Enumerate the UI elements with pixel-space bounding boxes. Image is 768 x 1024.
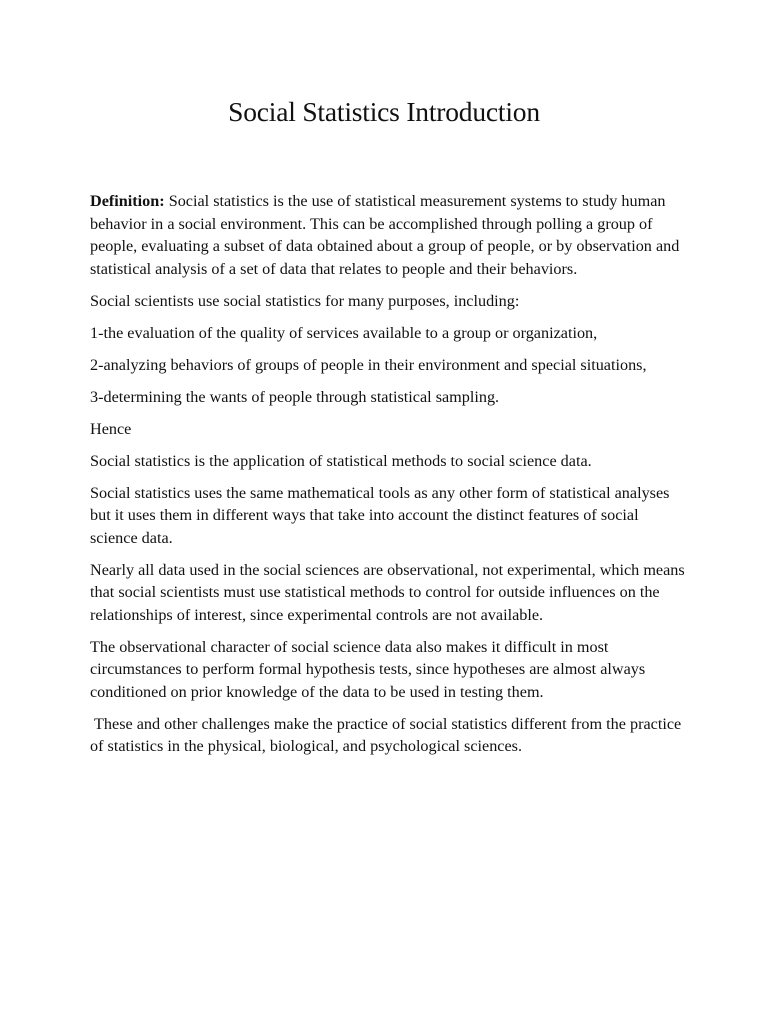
purpose-item-3: 3-determining the wants of people through statistical sampling. bbox=[90, 387, 500, 406]
document-body bbox=[90, 190, 690, 767]
document-title: Social Statistics Introduction bbox=[228, 96, 540, 127]
definition-label: Definition: bbox=[90, 192, 165, 210]
purposes-intro: Social scientists use social statistics for many purposes, including: bbox=[90, 291, 520, 310]
definition-paragraph bbox=[90, 190, 690, 280]
purpose-item-1: 1-the evaluation of the quality of services available to a group or organization, bbox=[90, 323, 598, 342]
hence-line: Hence bbox=[90, 419, 132, 438]
definition-text: Social statistics is the use of statistical measurement systems to study human behavior in a social environment. This can be accomplished through polling a group of people, evaluating a subset of data obtained about a group of people, or by observation and statistical analysis of a set of data that relates to people and their behaviors. bbox=[90, 192, 680, 278]
body-paragraph: Social statistics is the application of statistical methods to social science data. bbox=[90, 451, 592, 470]
body-paragraph: The observational character of social science data also makes it difficult in most circumstances to perform formal hypothesis tests, since hypotheses are almost always conditioned on prior knowledge of the data to be used in testing them. bbox=[90, 637, 646, 701]
closing-paragraph: These and other challenges make the practice of social statistics different from the practice of statistics in the physical, biological, and psychological sciences. bbox=[90, 714, 686, 755]
purpose-item-2: 2-analyzing behaviors of groups of people in their environment and special situations, bbox=[90, 355, 647, 374]
body-paragraph: Nearly all data used in the social sciences are observational, not experimental, which means that social scientists must use statistical methods to control for outside influences on the relationships of interest, since experimental controls are not available. bbox=[90, 560, 685, 624]
body-paragraph: Social statistics uses the same mathematical tools as any other form of statistical analyses but it uses them in different ways that take into account the distinct features of social science data. bbox=[90, 483, 670, 547]
